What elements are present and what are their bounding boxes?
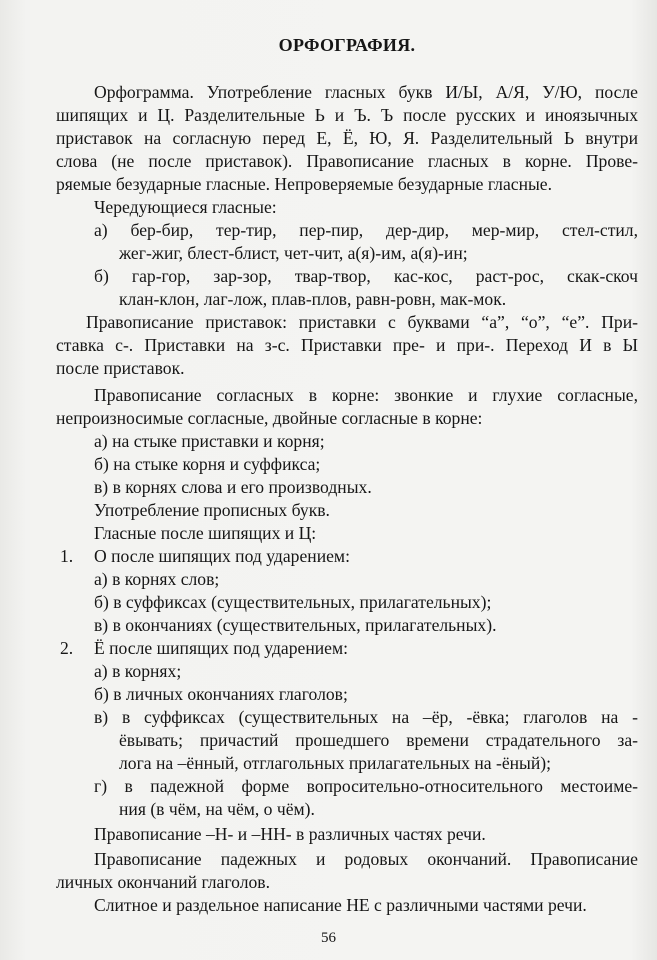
list-item-continuation: ния (в чём, на чём, о чём). (119, 799, 315, 819)
list-item: б) гар-гор, зар-зор, твар-твор, кас-кос, раст-рос, скак-скоч (94, 266, 638, 286)
list-item: б) на стыке корня и суффикса; (94, 454, 321, 474)
text-line: Употребление прописных букв. (94, 500, 330, 520)
list-item: в) в корнях слова и его производных. (94, 477, 372, 497)
numbered-item (60, 637, 348, 659)
text-line: Гласные после шипящих и Ц: (94, 523, 317, 543)
text-line: Слитное и раздельное написание НЕ с различными частями речи. (94, 895, 587, 915)
text-line: Правописание согласных в корне: звонкие и глухие согласные, (94, 385, 638, 405)
text-line: непроизносимые согласные, двойные согласные в корне: (56, 408, 483, 428)
text-line: Правописание приставок: приставки с буквами “а”, “о”, “е”. При- (86, 312, 638, 332)
item-number: 1. (60, 546, 74, 566)
list-item: в) в окончаниях (существительных, прилагательных). (94, 615, 497, 635)
text-line: ставка с-. Приставки на з-с. Приставки пре- и при-. Переход И в Ы (56, 335, 638, 355)
text-line: Чередующиеся гласные: (94, 197, 277, 217)
list-item: а) в корнях слов; (94, 569, 220, 589)
numbered-item-text: О после шипящих под ударением: (94, 546, 350, 566)
text-line: после приставок. (56, 358, 185, 378)
list-item-continuation: клан-клон, лаг-лож, плав-плов, равн-ровн, мак-мок. (119, 289, 507, 309)
list-item: б) в суффиксах (существительных, прилагательных); (94, 592, 492, 612)
text-line: слова (не после приставок). Правописание гласных в корне. Прове- (56, 151, 638, 171)
numbered-item-text: Ё после шипящих под ударением: (94, 638, 348, 658)
list-item: а) в корнях; (94, 661, 182, 681)
text-line: ряемые безударные гласные. Непроверяемые безударные гласные. (56, 174, 553, 194)
list-item: а) на стыке приставки и корня; (94, 431, 325, 451)
text-line: Правописание падежных и родовых окончаний. Правописание (94, 849, 638, 869)
list-item: в) в суффиксах (существительных на –ёр, -ёвка; глаголов на - (94, 707, 638, 727)
list-item-continuation: лога на –ённый, отглагольных прилагательных на -ёный); (119, 753, 552, 773)
page-title: ОРФОГРАФИЯ. (278, 35, 416, 55)
text-line: приставок на согласную перед Е, Ё, Ю, Я. Разделительный Ь внутри (56, 128, 638, 148)
text-line: Правописание –Н- и –НН- в различных частях речи. (94, 824, 486, 844)
item-number: 2. (60, 638, 74, 658)
list-item-continuation: ёвывать; причастий прошедшего времени страдательного за- (119, 730, 638, 750)
text-line: шипящих и Ц. Разделительные Ь и Ъ. Ъ после русских и иноязычных (56, 105, 638, 125)
list-item: а) бер-бир, тер-тир, пер-пир, дер-дир, мер-мир, стел-стил, (94, 220, 638, 240)
list-item: б) в личных окончаниях глаголов; (94, 684, 348, 704)
page-number: 56 (321, 930, 336, 946)
text-line: личных окончаний глаголов. (56, 872, 270, 892)
list-item-continuation: жег-жиг, блест-блист, чет-чит, а(я)-им, а(я)-ин; (119, 243, 468, 263)
list-item: г) в падежной форме вопросительно-относительного местоиме- (94, 776, 638, 796)
text-line: Орфограмма. Употребление гласных букв И/Ы, А/Я, У/Ю, после (94, 82, 638, 102)
numbered-item (60, 545, 350, 567)
